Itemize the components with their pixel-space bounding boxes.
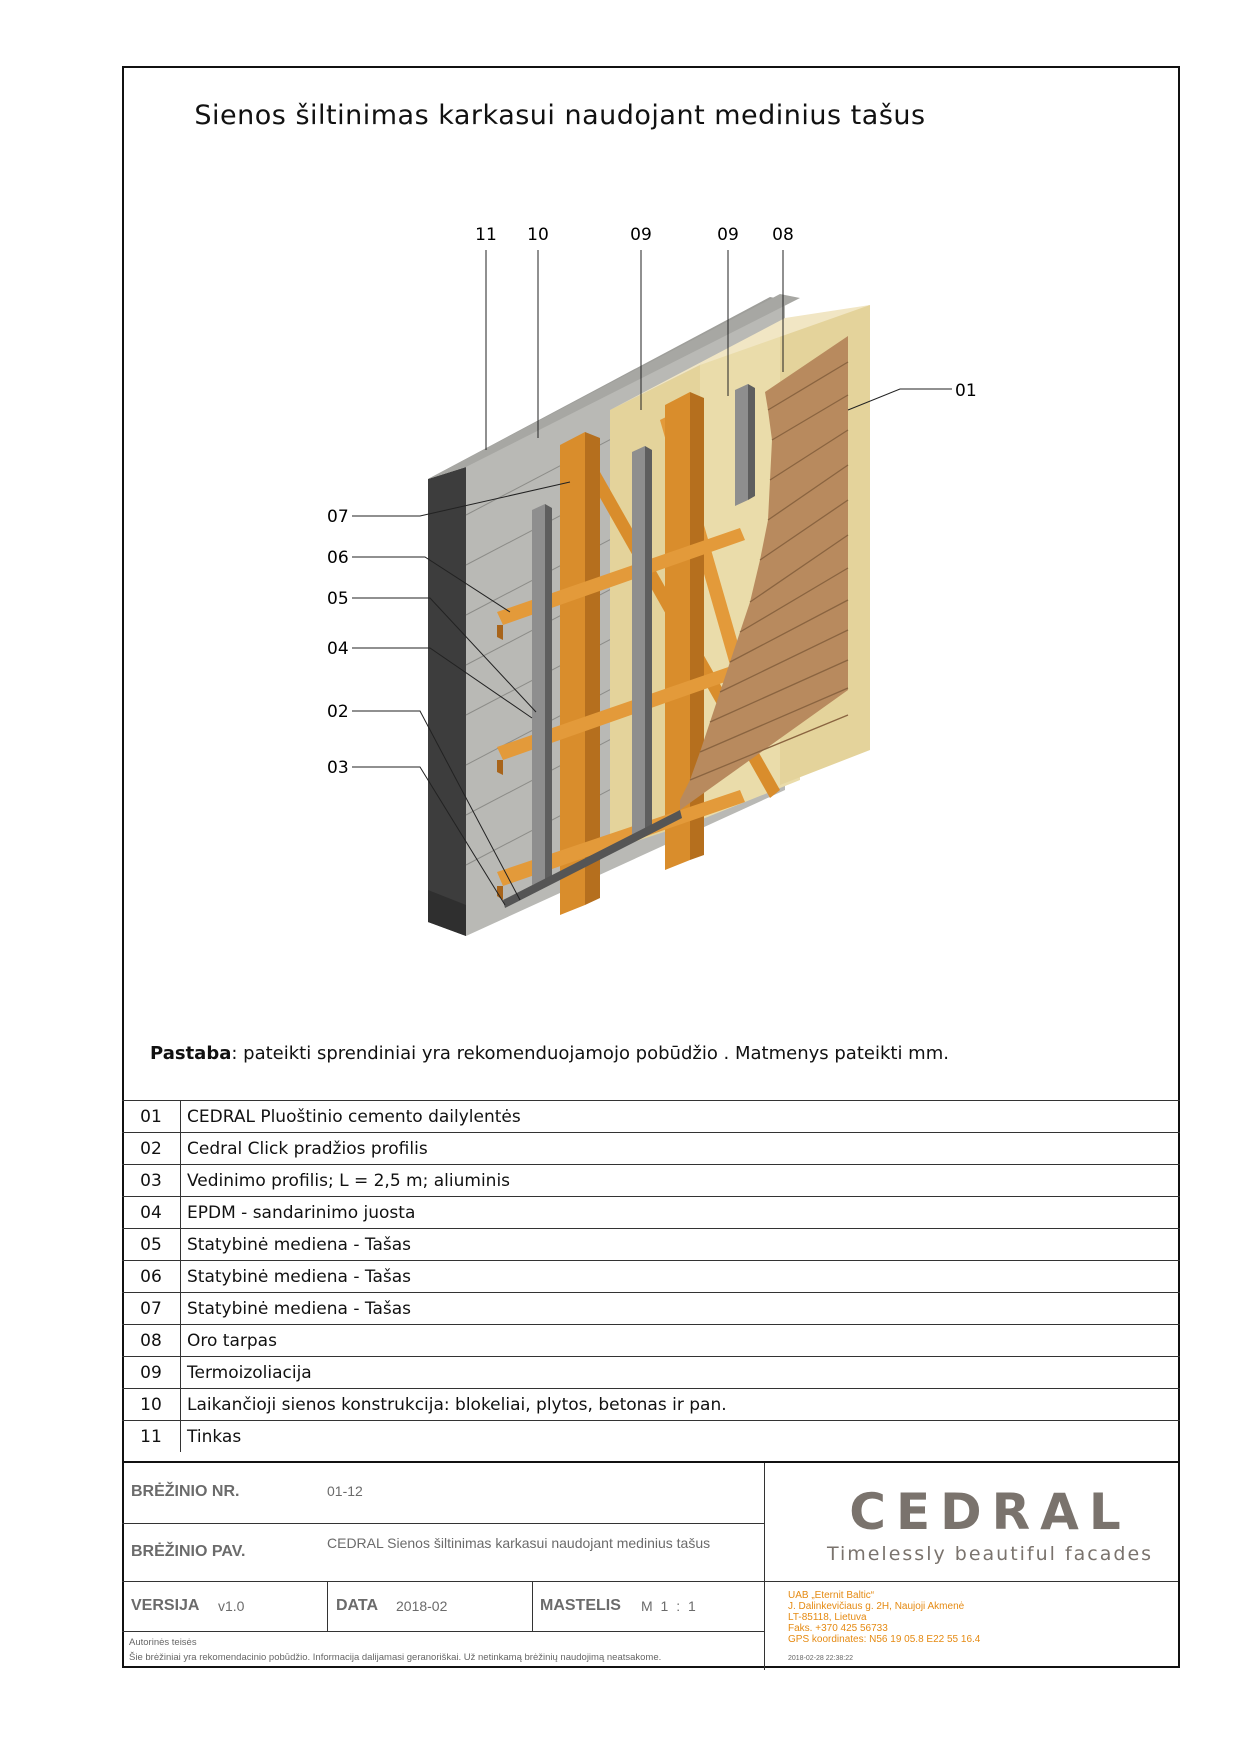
legend-row [122, 1293, 1180, 1325]
legend-text: Vedinimo profilis; L = 2,5 m; aliuminis [181, 1165, 1181, 1197]
drawing-name: CEDRAL Sienos šiltinimas karkasui naudojant medinius tašus [327, 1535, 711, 1551]
callout-07: 07 [327, 507, 349, 527]
legend-row [122, 1101, 1180, 1133]
cedral-logo: CEDRAL [849, 1483, 1131, 1541]
copyright-title: Autorinės teisės [129, 1637, 197, 1648]
callout-02: 02 [327, 702, 349, 722]
company-address: J. Dalinkevičiaus g. 2H, Naujoji Akmenė [788, 1601, 965, 1612]
callout-05: 05 [327, 589, 349, 609]
scale-label: MASTELIS [540, 1597, 621, 1614]
version-label: VERSIJA [131, 1597, 200, 1614]
legend-text: Termoizoliacija [181, 1357, 1181, 1389]
company-postcode: LT-85118, Lietuva [788, 1612, 867, 1623]
legend-row [122, 1197, 1180, 1229]
legend-number: 11 [122, 1421, 181, 1453]
callout-03: 03 [327, 758, 349, 778]
legend-text: Cedral Click pradžios profilis [181, 1133, 1181, 1165]
legend-number: 09 [122, 1357, 181, 1389]
date-label: DATA [336, 1597, 379, 1614]
legend-number: 02 [122, 1133, 181, 1165]
timestamp: 2018-02-28 22:38:22 [788, 1655, 853, 1662]
logo-tagline: Timelessly beautiful facades [826, 1543, 1154, 1565]
legend-number: 10 [122, 1389, 181, 1421]
legend-row [122, 1389, 1180, 1421]
legend-text: CEDRAL Pluoštinio cemento dailylentės [181, 1101, 1181, 1133]
legend-row [122, 1421, 1180, 1453]
legend-text: Tinkas [181, 1421, 1181, 1453]
legend-number: 01 [122, 1101, 181, 1133]
copyright-text: Šie brėžiniai yra rekomendacinio pobūdžio. Informacija dalijamasi geranoriškai. Už netinkamą brėžinių naudojimą neatsakome. [129, 1652, 662, 1663]
legend-text: Statybinė mediena - Tašas [181, 1293, 1181, 1325]
legend-row [122, 1133, 1180, 1165]
callout-06: 06 [327, 548, 349, 568]
legend-row [122, 1325, 1180, 1357]
wall-side-face [428, 467, 466, 936]
legend-row [122, 1165, 1180, 1197]
legend-number: 04 [122, 1197, 181, 1229]
note [150, 1043, 949, 1064]
callout-10: 10 [527, 225, 549, 245]
scale: M 1 : 1 [641, 1598, 698, 1614]
callout-11: 11 [475, 225, 497, 245]
legend-text: EPDM - sandarinimo juosta [181, 1197, 1181, 1229]
drawing-name-label: BRĖŽINIO PAV. [131, 1543, 246, 1560]
callout-09a: 09 [630, 225, 652, 245]
title-block [122, 1461, 1180, 1668]
drawing-no-label: BRĖŽINIO NR. [131, 1483, 240, 1500]
callout-08: 08 [772, 225, 794, 245]
legend-table [122, 1100, 1180, 1452]
company-gps: GPS koordinates: N56 19 05.8 E22 55 16.4 [788, 1634, 981, 1645]
legend-text: Statybinė mediena - Tašas [181, 1229, 1181, 1261]
legend-row [122, 1357, 1180, 1389]
legend-row [122, 1261, 1180, 1293]
drawing-no: 01-12 [327, 1483, 363, 1499]
callout-09b: 09 [717, 225, 739, 245]
legend-number: 05 [122, 1229, 181, 1261]
callout-04: 04 [327, 639, 349, 659]
company-name: UAB „Eternit Baltic“ [788, 1590, 875, 1601]
note-label: Pastaba [150, 1043, 232, 1064]
legend-number: 06 [122, 1261, 181, 1293]
company-fax: Faks. +370 425 56733 [788, 1623, 888, 1634]
legend-number: 03 [122, 1165, 181, 1197]
legend-text: Oro tarpas [181, 1325, 1181, 1357]
date: 2018-02 [396, 1598, 448, 1614]
legend-text: Laikančioji sienos konstrukcija: blokeliai, plytos, betonas ir pan. [181, 1389, 1181, 1421]
drawing-title: Sienos šiltinimas karkasui naudojant medinius tašus [194, 100, 926, 131]
legend-number: 08 [122, 1325, 181, 1357]
legend-row [122, 1229, 1180, 1261]
callout-01: 01 [955, 381, 977, 401]
version: v1.0 [218, 1598, 245, 1614]
legend-number: 07 [122, 1293, 181, 1325]
note-text: : pateikti sprendiniai yra rekomenduojamojo pobūdžio . Matmenys pateikti mm. [231, 1043, 949, 1064]
legend-text: Statybinė mediena - Tašas [181, 1261, 1181, 1293]
